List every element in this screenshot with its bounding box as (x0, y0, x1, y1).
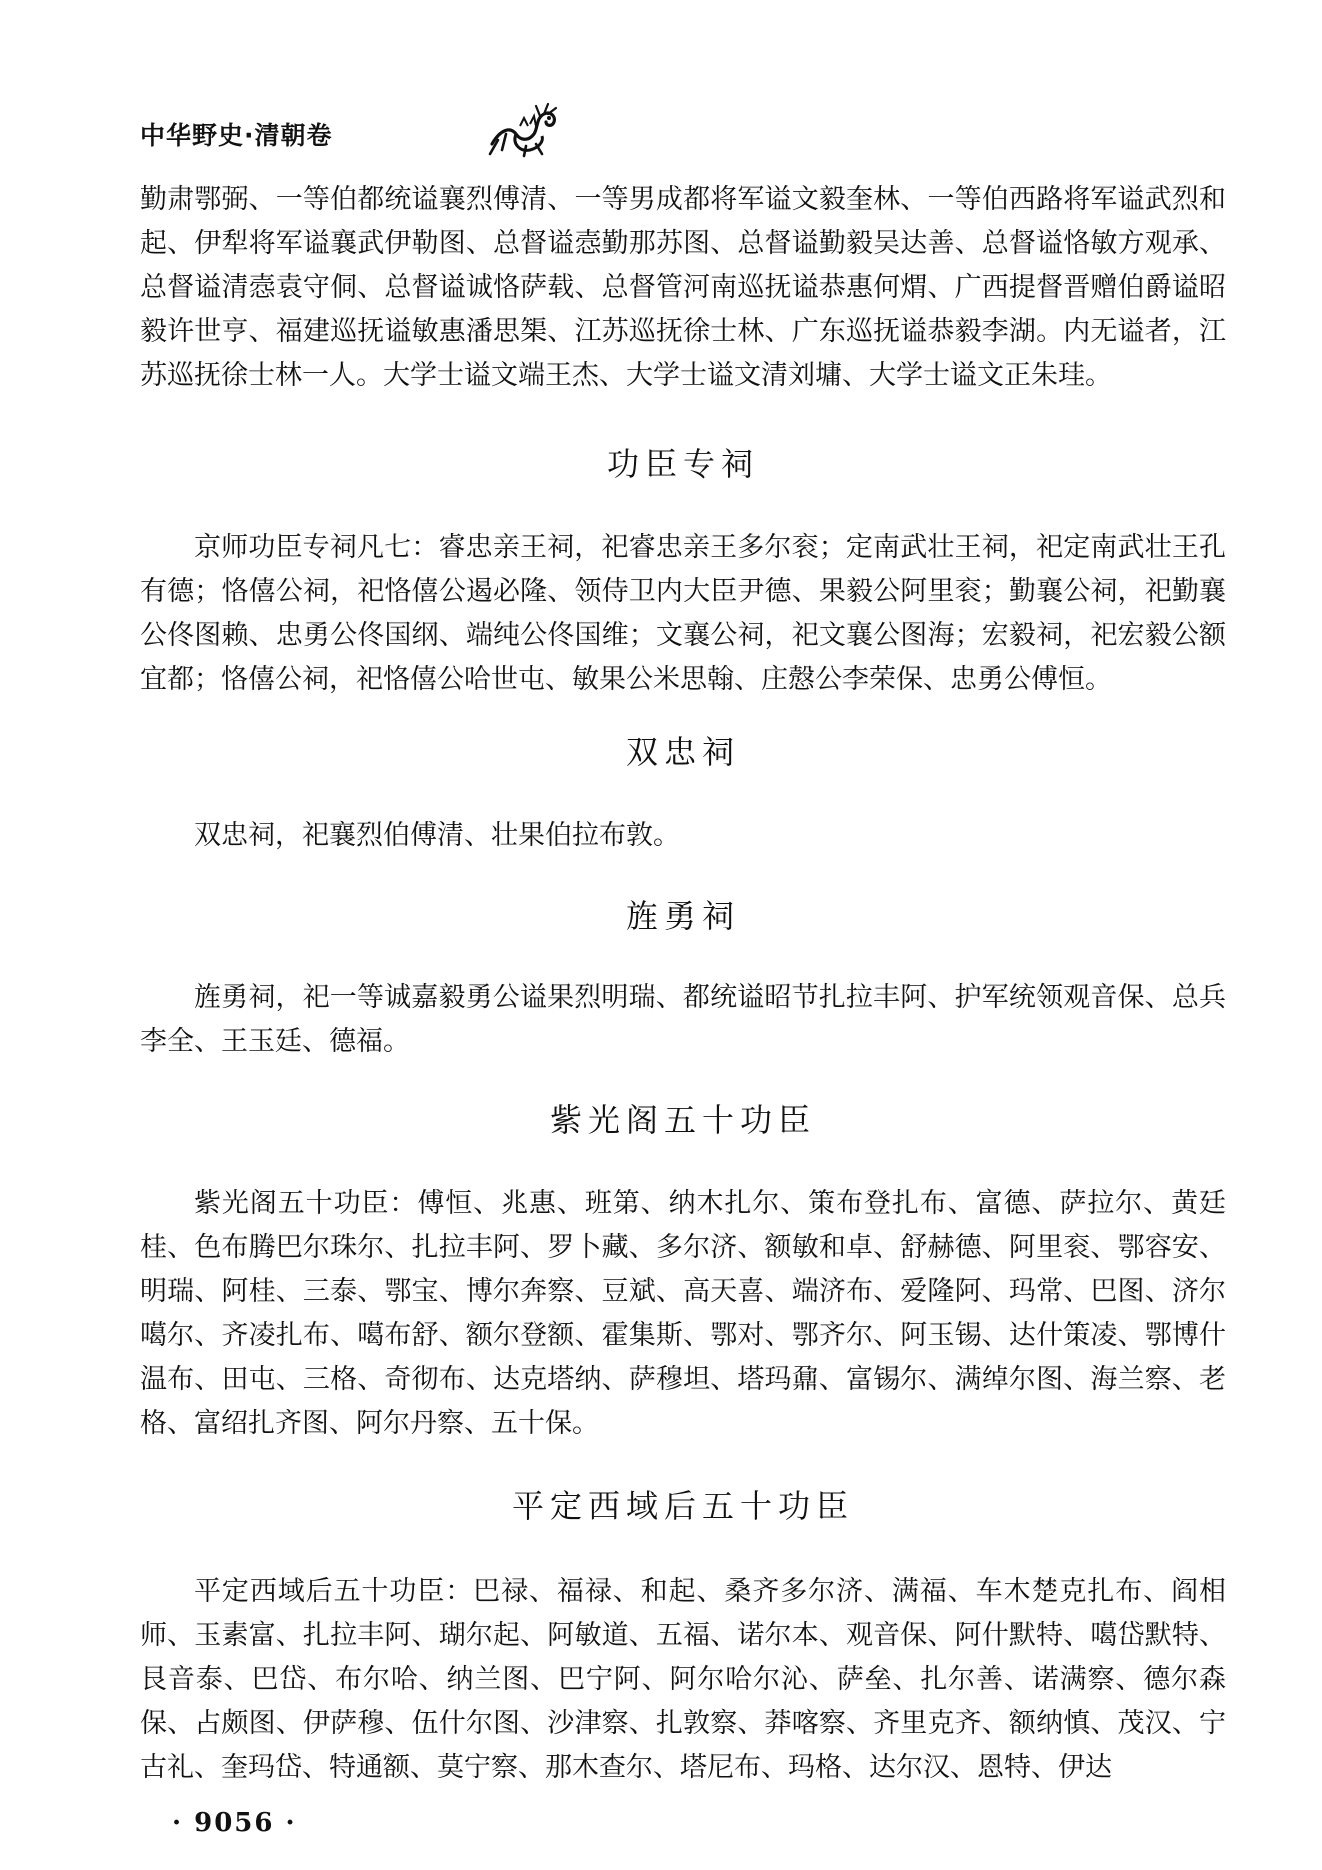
section-heading-pingding-xiyu: 平定西域后五十功臣 (511, 1487, 854, 1525)
section-paragraph: 紫光阁五十功臣：傅恒、兆惠、班第、纳木扎尔、策布登扎布、富德、萨拉尔、黄廷桂、色布腾巴尔珠尔、扎拉丰阿、罗卜藏、多尔济、额敏和卓、舒赫德、阿里衮、鄂容安、明瑞、阿桂、三泰、鄂宝、博尔奔察、豆斌、高天喜、端济布、爱隆阿、玛常、巴图、济尔噶尔、齐凌扎布、噶布舒、额尔登额、霍集斯、鄂对、鄂齐尔、阿玉锡、达什策凌、鄂博什温布、田屯、三格、奇彻布、达克塔纳、萨穆坦、塔玛鼐、富锡尔、满绰尔图、海兰察、老格、富绍扎齐图、阿尔丹察、五十保。 (140, 1188, 1226, 1439)
section-heading-shuangzhong-ci: 双忠祠 (625, 733, 740, 771)
dragon-emblem-icon (486, 100, 560, 158)
section-heading-ziguangge: 紫光阁五十功臣 (549, 1101, 816, 1139)
section-paragraph: 平定西域后五十功臣：巴禄、福禄、和起、桑齐多尔济、满福、车木楚克扎布、阎相师、玉素富、扎拉丰阿、瑚尔起、阿敏道、五福、诺尔本、观音保、阿什默特、噶岱默特、艮音泰、巴岱、布尔哈、纳兰图、巴宁阿、阿尔哈尔沁、萨垒、扎尔善、诺满察、德尔森保、占颇图、伊萨穆、伍什尔图、沙津察、扎敦察、莽喀察、齐里克齐、额纳慎、茂汉、宁古礼、奎玛岱、特通额、莫宁察、那木查尔、塔尼布、玛格、达尔汉、恩特、伊达 (140, 1576, 1226, 1783)
section-paragraph: 旌勇祠，祀一等诚嘉毅勇公谥果烈明瑞、都统谥昭节扎拉丰阿、护军统领观音保、总兵李全、王玉廷、德福。 (140, 982, 1226, 1057)
page-number: · 9056 · (172, 1808, 297, 1838)
section-paragraph: 京师功臣专祠凡七：睿忠亲王祠，祀睿忠亲王多尔衮；定南武壮王祠，祀定南武壮王孔有德；恪僖公祠，祀恪僖公遏必隆、领侍卫内大臣尹德、果毅公阿里衮；勤襄公祠，祀勤襄公佟图赖、忠勇公佟国纲、端纯公佟国维；文襄公祠，祀文襄公图海；宏毅祠，祀宏毅公额宜都；恪僖公祠，祀恪僖公哈世屯、敏果公米思翰、庄慤公李荣保、忠勇公傅恒。 (140, 532, 1226, 695)
running-header-title: 中华野史·清朝卷 (140, 121, 333, 150)
section-heading-gongchen-zhuanci: 功臣专祠 (606, 445, 759, 483)
section-paragraph: 双忠祠，祀襄烈伯傅清、壮果伯拉布敦。 (194, 820, 680, 851)
section-heading-jingyong-ci: 旌勇祠 (625, 897, 740, 935)
page-content (140, 178, 1226, 1790)
continued-paragraph: 勤肃鄂弼、一等伯都统谥襄烈傅清、一等男成都将军谥文毅奎林、一等伯西路将军谥武烈和起、伊犁将军谥襄武伊勒图、总督谥悫勤那苏图、总督谥勤毅吴达善、总督谥恪敏方观承、总督谥清悫袁守侗、总督谥诚恪萨载、总督管河南巡抚谥恭惠何煟、广西提督晋赠伯爵谥昭毅许世亨、福建巡抚谥敏惠潘思榘、江苏巡抚徐士林、广东巡抚谥恭毅李湖。内无谥者，江苏巡抚徐士林一人。大学士谥文端王杰、大学士谥文清刘墉、大学士谥文正朱珪。 (140, 184, 1226, 391)
